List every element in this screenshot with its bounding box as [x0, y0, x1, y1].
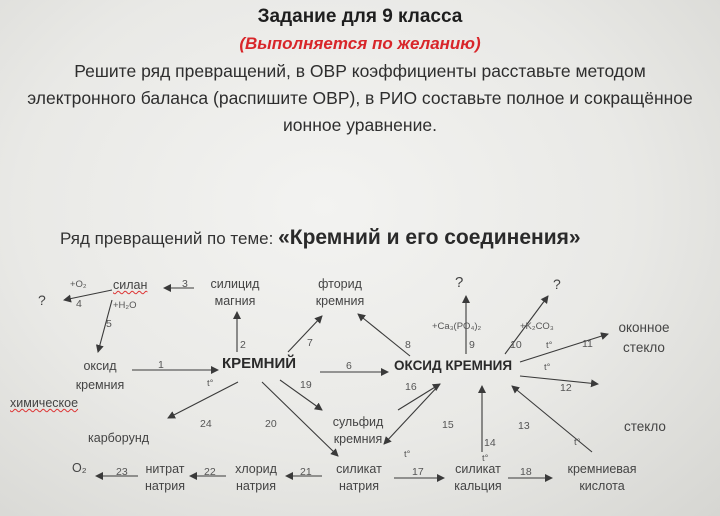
question-mark-9: ?	[455, 274, 464, 291]
num-16: 16	[405, 381, 417, 393]
question-mark-10: ?	[553, 276, 561, 292]
question-mark-4: ?	[38, 292, 46, 308]
num-15: 15	[442, 419, 454, 431]
num-21: 21	[300, 466, 312, 478]
page-subtitle: (Выполняется по желанию)	[239, 34, 481, 53]
num-11: 11	[582, 338, 593, 350]
oxygen-label: O₂	[72, 461, 87, 475]
sodium-chloride-label: хлорид натрия	[235, 462, 277, 493]
heat-24: t°	[207, 378, 214, 389]
num-24: 24	[200, 418, 212, 430]
carborundum-label: карборунд	[88, 431, 150, 445]
sodium-silicate-label: силикат натрия	[336, 462, 382, 493]
num-7: 7	[307, 337, 313, 349]
num-6: 6	[346, 360, 352, 372]
theme-title: «Кремний и его соединения»	[278, 226, 581, 249]
arrow-11	[520, 334, 608, 362]
arrow-7	[288, 316, 322, 352]
silicon-oxide-chemical-label: оксид кремния	[75, 359, 125, 392]
glass-label: стекло	[624, 419, 666, 434]
theme-prefix: Ряд превращений по теме:	[60, 229, 274, 248]
instructions-text: Решите ряд превращений, в ОВР коэффициенты расставьте методом электронного баланса (распишите ОВР), в РИО составьте полное и сокращённое ионное уравнение.	[27, 61, 693, 135]
silicon-sulfide-label: сульфид кремния	[332, 415, 384, 446]
heat-17: t°	[404, 449, 411, 460]
num-19: 19	[300, 379, 312, 391]
page-title: Задание для 9 класса	[257, 6, 463, 27]
num-4: 4	[76, 298, 82, 310]
heat-12: t°	[544, 362, 551, 373]
chemical-word-label: химическое	[10, 396, 79, 410]
reagent-ca3po4: +Ca₃(PO₄)₂	[432, 321, 482, 332]
heat-13: t°	[574, 437, 581, 448]
heat-11: t°	[546, 340, 553, 351]
silicon-label: КРЕМНИЙ	[222, 355, 297, 372]
heat-14: t°	[482, 453, 489, 464]
window-glass-label: оконное стекло	[618, 320, 670, 355]
num-2: 2	[240, 339, 246, 351]
calcium-silicate-label: силикат кальция	[454, 462, 502, 493]
silicon-oxide-label: ОКСИД КРЕМНИЯ	[394, 358, 513, 373]
magnesium-silicide-label: силицид магния	[210, 277, 260, 308]
silane-label: силан	[113, 278, 148, 292]
num-8: 8	[405, 339, 411, 351]
num-14: 14	[484, 437, 496, 449]
num-13: 13	[518, 420, 530, 432]
num-22: 22	[204, 466, 216, 478]
num-5: 5	[106, 318, 112, 330]
num-12: 12	[560, 382, 572, 394]
arrow-12	[520, 376, 598, 384]
reagent-h2o: +H₂O	[113, 300, 137, 311]
sodium-nitrate-label: нитрат натрия	[144, 462, 185, 493]
num-10: 10	[510, 339, 522, 351]
arrow-24	[168, 382, 238, 418]
arrow-4	[64, 290, 112, 300]
num-9: 9	[469, 339, 475, 351]
silicon-fluoride-label: фторид кремния	[315, 277, 365, 308]
num-3: 3	[182, 278, 188, 290]
reagent-o2: +O₂	[70, 279, 87, 290]
silicic-acid-label: кремниевая кислота	[567, 462, 637, 493]
arrow-8	[358, 314, 410, 356]
num-18: 18	[520, 466, 532, 478]
num-1: 1	[158, 359, 164, 371]
num-20: 20	[265, 418, 277, 430]
reagent-k2co3: +K₂CO₃	[520, 321, 554, 332]
num-17: 17	[412, 466, 424, 478]
num-23: 23	[116, 466, 128, 478]
